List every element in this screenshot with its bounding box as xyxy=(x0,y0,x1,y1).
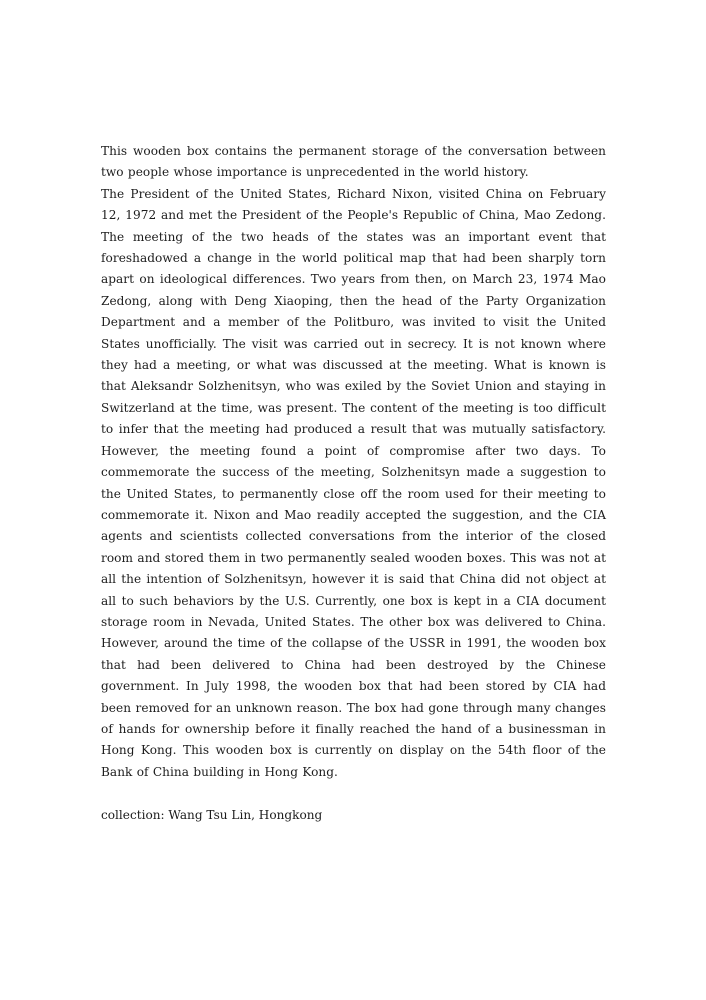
history-paragraph: The President of the United States, Richard Nixon, visited China on February 12, 1972 and met the President of the People's Republic of China, Mao Zedong. The meeting of the two heads of the states was an important event that foreshadowed a change in the world political map that had been sharply torn apart on ideological differences. Two years from then, on March 23, 1974 Mao Zedong, along with Deng Xiaoping, then the head of the Party Organization Department and a member of the Politburo, was invited to visit the United States unofficially. The visit was carried out in secrecy. It is not known where they had a meeting, or what was discussed at the meeting. What is known is that Aleksandr Solzhenitsyn, who was exiled by the Soviet Union and staying in Switzerland at the time, was present. The content of the meeting is too difficult to infer that the meeting had produced a result that was mutually satisfactory. However, the meeting found a point of compromise after two days. To commemorate the success of the meeting, Solzhenitsyn made a suggestion to the United States, to permanently close off the room used for their meeting to commemorate it. Nixon and Mao readily accepted the suggestion, and the CIA agents and scientists collected conversations from the interior of the closed room and stored them in two permanently sealed wooden boxes. This was not at all the intention of Solzhenitsyn, however it is said that China did not object at all to such behaviors by the U.S. Currently, one box is kept in a CIA document storage room in Nevada, United States. The other box was delivered to China. However, around the time of the collapse of the USSR in 1991, the wooden box that had been delivered to China had been destroyed by the Chinese government. In July 1998, the wooden box that had been stored by CIA had been removed for an unknown reason. The box had gone through many changes of hands for ownership before it finally reached the hand of a businessman in Hong Kong. This wooden box is currently on display on the 54th floor of the Bank of China building in Hong Kong. xyxy=(101,186,606,779)
collection-credit: collection: Wang Tsu Lin, Hongkong xyxy=(101,807,323,822)
intro-paragraph: This wooden box contains the permanent storage of the conversation between two people whose importance is unprecedented in the world history. xyxy=(101,144,606,180)
document-page xyxy=(101,141,606,826)
